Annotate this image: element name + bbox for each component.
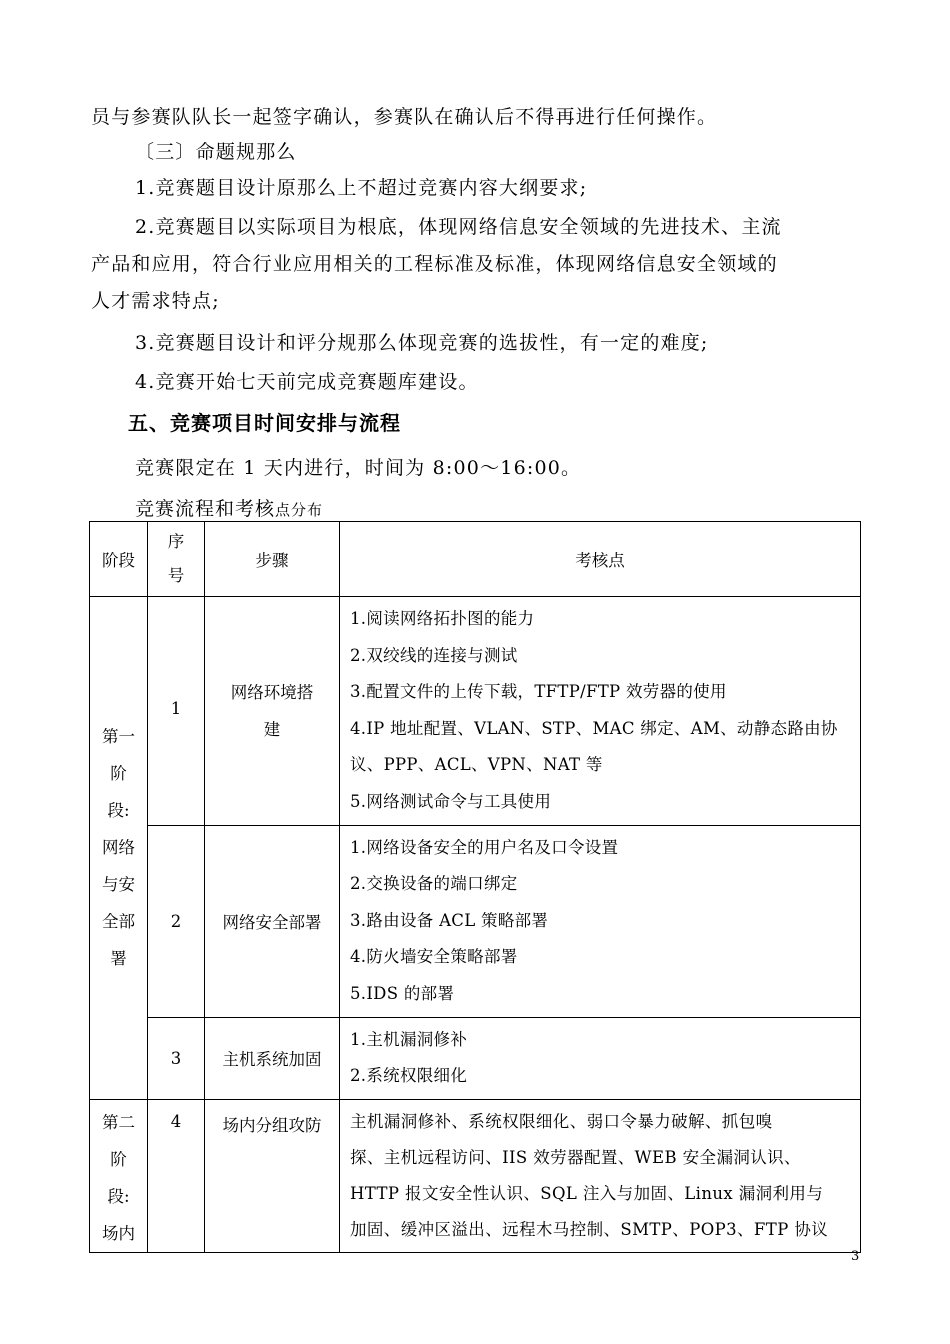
point-item: HTTP 报文安全性认识、SQL 注入与加固、Linux 漏洞利用与 [350, 1183, 824, 1203]
stage-text: 第一 [102, 727, 135, 747]
point-item: 3.配置文件的上传下载，TFTP/FTP 效劳器的使用 [350, 682, 727, 702]
point-item: 主机漏洞修补、系统权限细化、弱口令暴力破解、抓包嗅 [350, 1111, 773, 1131]
header-seq [148, 522, 205, 597]
table-header-row [90, 522, 861, 597]
point-item: 4.防火墙安全策略部署 [350, 947, 518, 967]
point-item: 议、PPP、ACL、VPN、NAT 等 [350, 755, 603, 775]
table-caption [135, 494, 323, 521]
page-number: 3 [851, 1249, 860, 1264]
stage-cell [90, 1099, 148, 1252]
caption-small: 点分布 [275, 501, 324, 519]
point-item: 2.系统权限细化 [350, 1066, 468, 1086]
stage-text: 阶 [110, 764, 127, 784]
point-item: 加固、缓冲区溢出、远程木马控制、SMTP、POP3、FTP 协议 [350, 1219, 829, 1239]
table-row [90, 1099, 861, 1252]
stage-text: 段: [107, 801, 130, 821]
stage-label [90, 1104, 147, 1252]
step-cell: 场内分组攻防 [205, 1099, 340, 1252]
seq-cell: 2 [148, 825, 205, 1017]
header-seq-2: 号 [167, 566, 185, 585]
section-heading: 五、竞赛项目时间安排与流程 [128, 411, 401, 435]
caption-main: 竞赛流程和考核 [135, 498, 276, 520]
paragraph-line: 竞赛限定在 1 天内进行，时间为 8:00～16:00。 [135, 457, 582, 479]
seq-cell: 4 [148, 1099, 205, 1252]
stage-text: 第二 [102, 1112, 135, 1132]
point-item: 5.网络测试命令与工具使用 [350, 791, 552, 811]
paragraph-line: 产品和应用，符合行业应用相关的工程标准及标准，体现网络信息安全领域的 [91, 253, 778, 275]
stage-cell [90, 597, 148, 1100]
header-points: 考核点 [340, 522, 861, 597]
table-row [90, 597, 861, 826]
stage-text: 段: [107, 1186, 130, 1206]
step-text: 网络环境搭 [230, 682, 314, 702]
paragraph-line: 4.竞赛开始七天前完成竞赛题库建设。 [135, 371, 479, 393]
assessment-table [89, 521, 861, 1253]
stage-text: 网络 [102, 838, 135, 858]
point-item: 2.交换设备的端口绑定 [350, 874, 518, 894]
point-item: 1.网络设备安全的用户名及口令设置 [350, 837, 619, 857]
stage-text: 场内 [102, 1223, 135, 1243]
points-cell [340, 1017, 861, 1099]
paragraph-line: 员与参赛队队长一起签字确认，参赛队在确认后不得再进行任何操作。 [91, 106, 718, 128]
point-item: 1.阅读网络拓扑图的能力 [350, 609, 535, 628]
table-row [90, 1017, 861, 1099]
point-item: 1.主机漏洞修补 [350, 1029, 468, 1049]
header-step: 步骤 [205, 522, 340, 597]
step-label [205, 674, 339, 748]
point-item: 3.路由设备 ACL 策略部署 [350, 910, 549, 930]
step-cell [205, 597, 340, 826]
header-stage: 阶段 [90, 522, 148, 597]
points-cell [340, 825, 861, 1017]
stage-text: 阶 [110, 1149, 127, 1169]
stage-text: 全部 [102, 912, 135, 932]
step-cell: 网络安全部署 [205, 825, 340, 1017]
step-cell: 主机系统加固 [205, 1017, 340, 1099]
paragraph-line: 2.竞赛题目以实际项目为根底，体现网络信息安全领域的先进技术、主流 [135, 216, 782, 238]
stage-text: 署 [110, 949, 127, 969]
header-seq-1: 序 [167, 532, 185, 551]
points-cell [340, 1099, 861, 1252]
seq-cell: 3 [148, 1017, 205, 1099]
paragraph-line: 1.竞赛题目设计原那么上不超过竞赛内容大纲要求; [135, 177, 588, 199]
point-item: 5.IDS 的部署 [350, 983, 455, 1003]
stage-text: 与安 [102, 875, 135, 895]
points-cell [340, 597, 861, 826]
point-item: 探、主机远程访问、IIS 效劳器配置、WEB 安全漏洞认识、 [350, 1147, 801, 1167]
step-text: 建 [263, 719, 281, 739]
seq-cell: 1 [148, 597, 205, 826]
table-row [90, 825, 861, 1017]
point-item: 2.双绞线的连接与测试 [350, 645, 518, 665]
section-subtitle: 〔三〕命题规那么 [135, 141, 297, 163]
paragraph-line: 3.竞赛题目设计和评分规那么体现竞赛的选拔性，有一定的难度; [135, 332, 709, 354]
stage-label [90, 718, 147, 977]
point-item: 4.IP 地址配置、VLAN、STP、MAC 绑定、AM、动静态路由协 [350, 718, 838, 738]
paragraph-line: 人才需求特点; [91, 290, 220, 312]
